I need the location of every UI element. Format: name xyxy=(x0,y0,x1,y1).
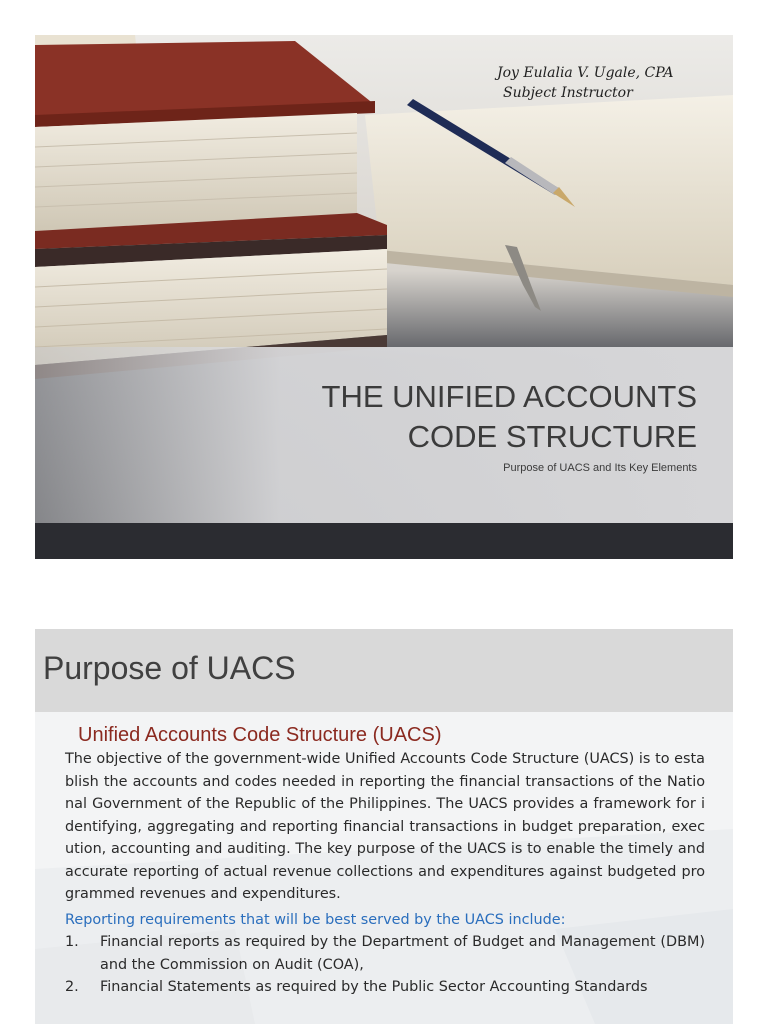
list-item-number: 2. xyxy=(65,979,79,995)
title-line-1: THE UNIFIED ACCOUNTS xyxy=(321,379,697,414)
presentation-title xyxy=(322,377,697,457)
author-role: Subject Instructor xyxy=(503,85,633,101)
author-name: Joy Eulalia V. Ugale, CPA xyxy=(497,65,674,81)
author-signature xyxy=(497,63,674,103)
requirements-list xyxy=(65,931,705,999)
title-band xyxy=(35,347,733,523)
list-item xyxy=(65,931,705,976)
list-item-text: Financial reports as required by the Department of Budget and Management (DBM) and the Commission on Audit (COA), xyxy=(100,934,705,973)
slide-footer-strip xyxy=(35,523,733,559)
requirements-intro: Reporting requirements that will be best served by the UACS include: xyxy=(65,911,566,928)
purpose-slide xyxy=(35,629,733,1024)
slide-content xyxy=(65,722,705,999)
objective-paragraph: The objective of the government-wide Unified Accounts Code Structure (UACS) is to establish the accounts and codes needed in reporting the financial transactions of the National Government of the Republic of the Philippines. The UACS provides a framework for identifying, aggregating and reporting financial transactions in budget preparation, execution, accounting and auditing. The key purpose of the UACS is to enable the timely and accurate reporting of actual revenue collections and expenditures against budgeted programmed revenues and expenditures. xyxy=(65,751,705,902)
list-item-number: 1. xyxy=(65,934,79,950)
list-item xyxy=(65,976,705,999)
title-line-2: CODE STRUCTURE xyxy=(407,419,697,454)
slide-title: Purpose of UACS xyxy=(43,650,296,686)
section-heading: Unified Accounts Code Structure (UACS) xyxy=(78,724,442,746)
presentation-subtitle: Purpose of UACS and Its Key Elements xyxy=(503,462,697,474)
list-item-text: Financial Statements as required by the Public Sector Accounting Standards xyxy=(100,979,648,995)
slide-header xyxy=(35,629,733,712)
title-slide xyxy=(35,35,733,559)
